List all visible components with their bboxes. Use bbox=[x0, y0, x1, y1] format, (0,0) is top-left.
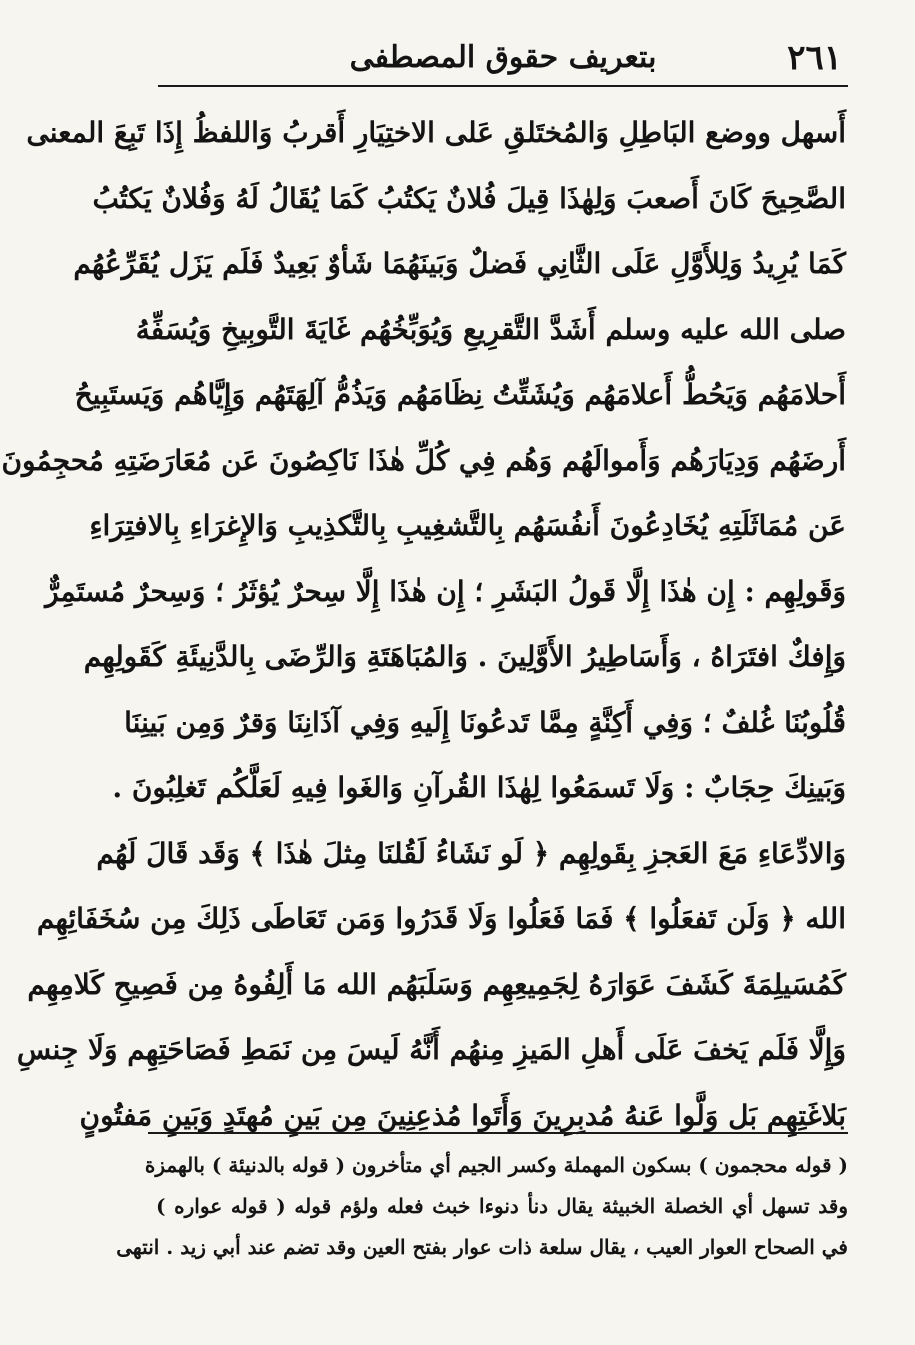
text-line: وَقَولِهِم : إِن هٰذَا إِلَّا قَولُ البَشَرِ ؛ إِن هٰذَا إِلَّا سِحرٌ يُؤثَرُ ؛ وَسِحرٌ مُستَمِرٌّ bbox=[45, 574, 846, 608]
text-line: قُلُوبُنَا غُلفٌ ؛ وَفِي أَكِنَّةٍ مِمَّا تَدعُونَا إِلَيهِ وَفِي آذَانِنَا وَقرٌ وَمِن بَينِنَا bbox=[124, 705, 846, 739]
footnote-line: وقد تسهل أي الخصلة الخبيثة يقال دنأ دنوءا خبث فعله ولؤم قوله ( قوله عواره ) bbox=[156, 1194, 849, 1218]
text-line: صلى الله عليه وسلم أَشَدَّ التَّقرِيعِ وَيُوَبِّخُهُم غَايَةَ التَّوبِيخِ وَيُسَفِّهُ bbox=[135, 312, 846, 346]
text-line: وَإِفكٌ افتَرَاهُ ، وَأَسَاطِيرُ الأَوَّلِينَ . وَالمُبَاهَتَةِ وَالرِّضَى بِالدَّنِيئَةِ كَقَولِهِم bbox=[83, 640, 846, 673]
text-line: كَمُسَيلِمَةَ كَشَفَ عَوَارَهُ لِجَمِيعِهِم وَسَلَبَهُم الله مَا أَلِفُوهُ مِن فَصِيحِ كَلامِهِم bbox=[27, 967, 846, 1001]
running-title: بتعريف حقوق المصطفى bbox=[349, 40, 657, 75]
main-text bbox=[1, 100, 846, 1148]
footnote-line: ( قوله محجمون ) بسكون المهملة وكسر الجيم أي متأخرون ( قوله بالدنيئة ) بالهمزة bbox=[144, 1153, 848, 1177]
text-line: أَحلامَهُم وَيَحُطُّ أَعلامَهُم وَيُشَتِّتُ نِظَامَهُم وَيَذُمُّ آلِهَتَهُم وَإِيَّاهُم وَيَستَبِيحُ bbox=[74, 378, 846, 411]
text-line: عَن مُمَاثَلَتِهِ يُخَادِعُونَ أَنفُسَهُم بِالتَّشغِيبِ بِالتَّكذِيبِ وَالإِغرَاءِ بِالافتِرَاءِ bbox=[89, 509, 846, 542]
text-line: وَإِلَّا فَلَم يَخفَ عَلَى أَهلِ المَيزِ مِنهُم أَنَّهُ لَيسَ مِن نَمَطِ فَصَاحَتِهِم وَلَا جِنسِ bbox=[16, 1033, 846, 1066]
text-line: أَسهل ووضع البَاطِلِ وَالمُختَلقِ عَلى الاختِيَارِ أَقربُ وَاللفظُ إِذَا تَبِعَ المعنى bbox=[26, 116, 846, 149]
footnotes bbox=[116, 1145, 849, 1268]
header-rule bbox=[158, 85, 848, 87]
text-line: الله ﴿ وَلَن تَفعَلُوا ﴾ فَمَا فَعَلُوا وَلَا قَدَرُوا وَمَن تَعَاطَى ذَلِكَ مِن سُخَفَائِهِم bbox=[36, 902, 846, 935]
page-header bbox=[158, 34, 848, 82]
footnote-rule bbox=[148, 1132, 848, 1134]
footnote-line: في الصحاح العوار العيب ، يقال سلعة ذات عوار بفتح العين وقد تضم عند أبي زيد . انتهى bbox=[116, 1235, 848, 1259]
text-line: وَالادِّعَاءِ مَعَ العَجزِ بِقَولِهِم ﴿ لَو نَشَاءُ لَقُلنَا مِثلَ هٰذَا ﴾ وَقَد قَالَ لَهُم bbox=[96, 836, 846, 870]
text-line: أَرضَهُم وَدِيَارَهُم وَأَموالَهُم وَهُم فِي كُلِّ هٰذَا نَاكِصُونَ عَن مُعَارَضَتِهِ مُحجِمُونَ bbox=[1, 443, 846, 477]
page-number: ٢٦١ bbox=[787, 38, 842, 78]
text-line: بَلاغَتِهِم بَل وَلَّوا عَنهُ مُدبِرِينَ وَأَتَوا مُذعِنِينَ مِن بَينِ مُهتَدٍ وَبَينِ مَفتُونٍ bbox=[79, 1098, 846, 1132]
text-line: وَبَينِكَ حِجَابٌ : وَلَا تَسمَعُوا لِهٰذَا القُرآنِ وَالغَوا فِيهِ لَعَلَّكُم تَغلِبُونَ . bbox=[112, 771, 846, 804]
text-line: الصَّحِيحَ كَانَ أَصعبَ وَلِهٰذَا قِيلَ فُلانٌ يَكتُبُ كَمَا يُقَالُ لَهُ وَفُلانٌ يَكتُبُ bbox=[92, 181, 846, 215]
text-line: كَمَا يُرِيدُ وَلِلأَوَّلِ عَلَى الثَّانِي فَضلٌ وَبَينَهُمَا شَأوٌ بَعِيدٌ فَلَم يَزَل يُقَرِّعُهُم bbox=[73, 247, 846, 280]
